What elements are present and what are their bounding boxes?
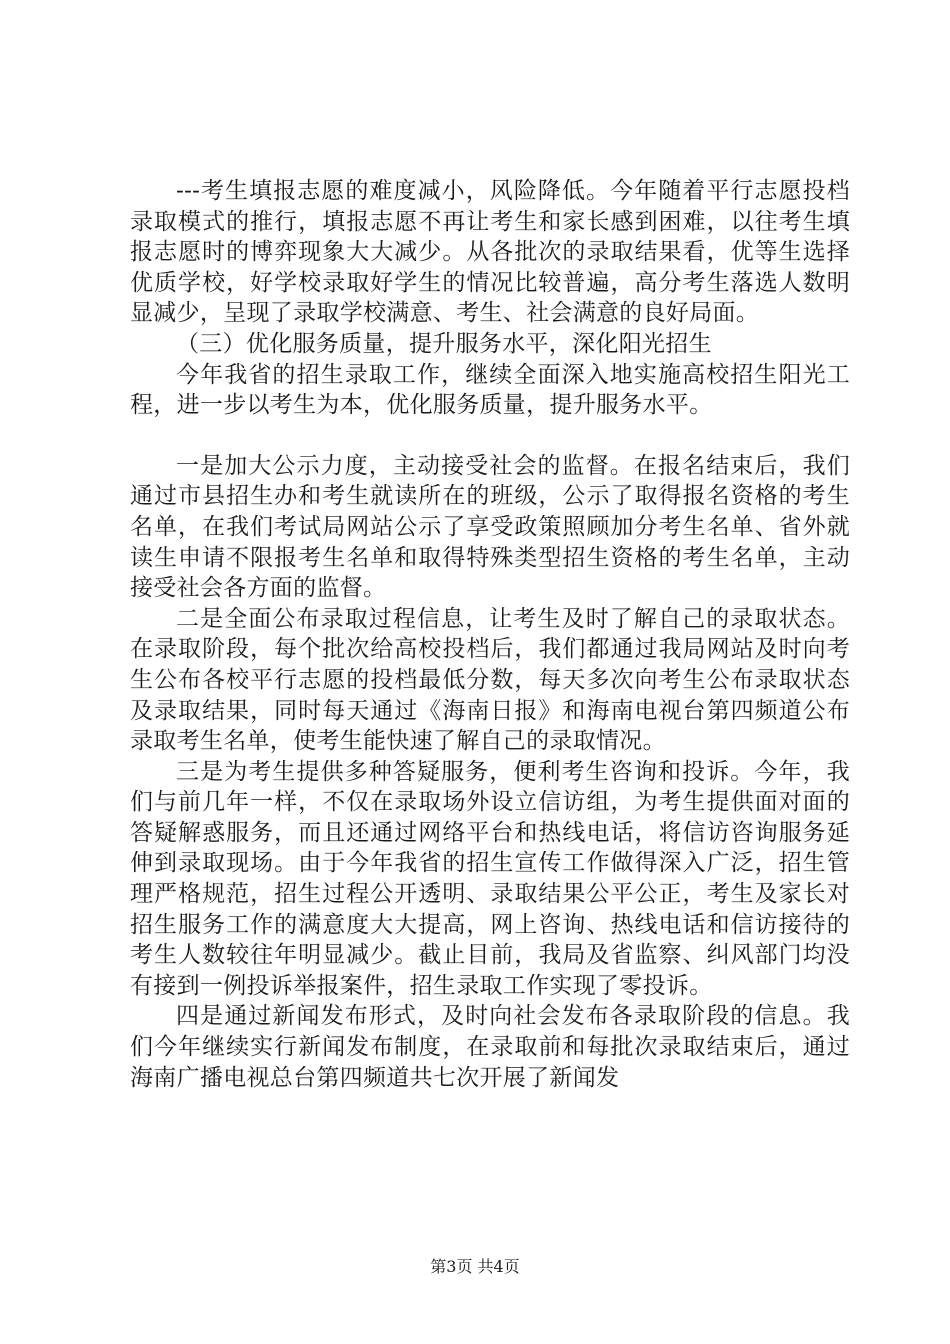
paragraph-publicity: 一是加大公示力度，主动接受社会的监督。在报名结束后，我们通过市县招生办和考生就读所在的班级，公示了取得报名资格的考生名单，在我们考试局网站公示了享受政策照顾加分考生名单、省外就读生申请不限报考生名单和取得特殊类型招生资格的考生名单，主动接受社会各方面的监督。 [130,452,850,602]
page-footer: 第3页 共4页 [430,1257,520,1276]
document-body [130,176,850,1093]
paragraph-press-release: 四是通过新闻发布形式，及时向社会发布各录取阶段的信息。我们今年继续实行新闻发布制度，在录取前和每批次录取结束后，通过海南广播电视总台第四频道共七次开展了新闻发 [130,1003,850,1091]
paragraph-consulting-service: 三是为考生提供多种答疑服务，便利考生咨询和投诉。今年，我们与前几年一样，不仅在录取场外设立信访组，为考生提供面对面的答疑解惑服务，而且还通过网络平台和热线电话，将信访咨询服务延伸到录取现场。由于今年我省的招生宣传工作做得深入广泛，招生管理严格规范，招生过程公开透明、录取结果公平公正，考生及家长对招生服务工作的满意度大大提高，网上咨询、热线电话和信访接待的考生人数较往年明显减少。截止目前，我局及省监察、纠风部门均没有接到一例投诉举报案件，招生录取工作实现了零投诉。 [130,758,850,999]
paragraph-sunshine-project: 今年我省的招生录取工作，继续全面深入地实施高校招生阳光工程，进一步以考生为本，优化服务质量，提升服务水平。 [130,361,850,419]
paragraph-admission-info: 二是全面公布录取过程信息，让考生及时了解自己的录取状态。在录取阶段，每个批次给高校投档后，我们都通过我局网站及时向考生公布各校平行志愿的投档最低分数，每天多次向考生公布录取状态及录取结果，同时每天通过《海南日报》和海南电视台第四频道公布录取考生名单，使考生能快速了解自己的录取情况。 [130,605,850,755]
paragraph-difficulty-reduced: ---考生填报志愿的难度减小，风险降低。今年随着平行志愿投档录取模式的推行，填报志愿不再让考生和家长感到困难，以往考生填报志愿时的博弈现象大大减少。从各批次的录取结果看，优等生选择优质学校，好学校录取好学生的情况比较普遍，高分考生落选人数明显减少，呈现了录取学校满意、考生、社会满意的良好局面。 [130,178,850,327]
section-heading-service-quality: （三）优化服务质量，提升服务水平，深化阳光招生 [176,330,712,357]
